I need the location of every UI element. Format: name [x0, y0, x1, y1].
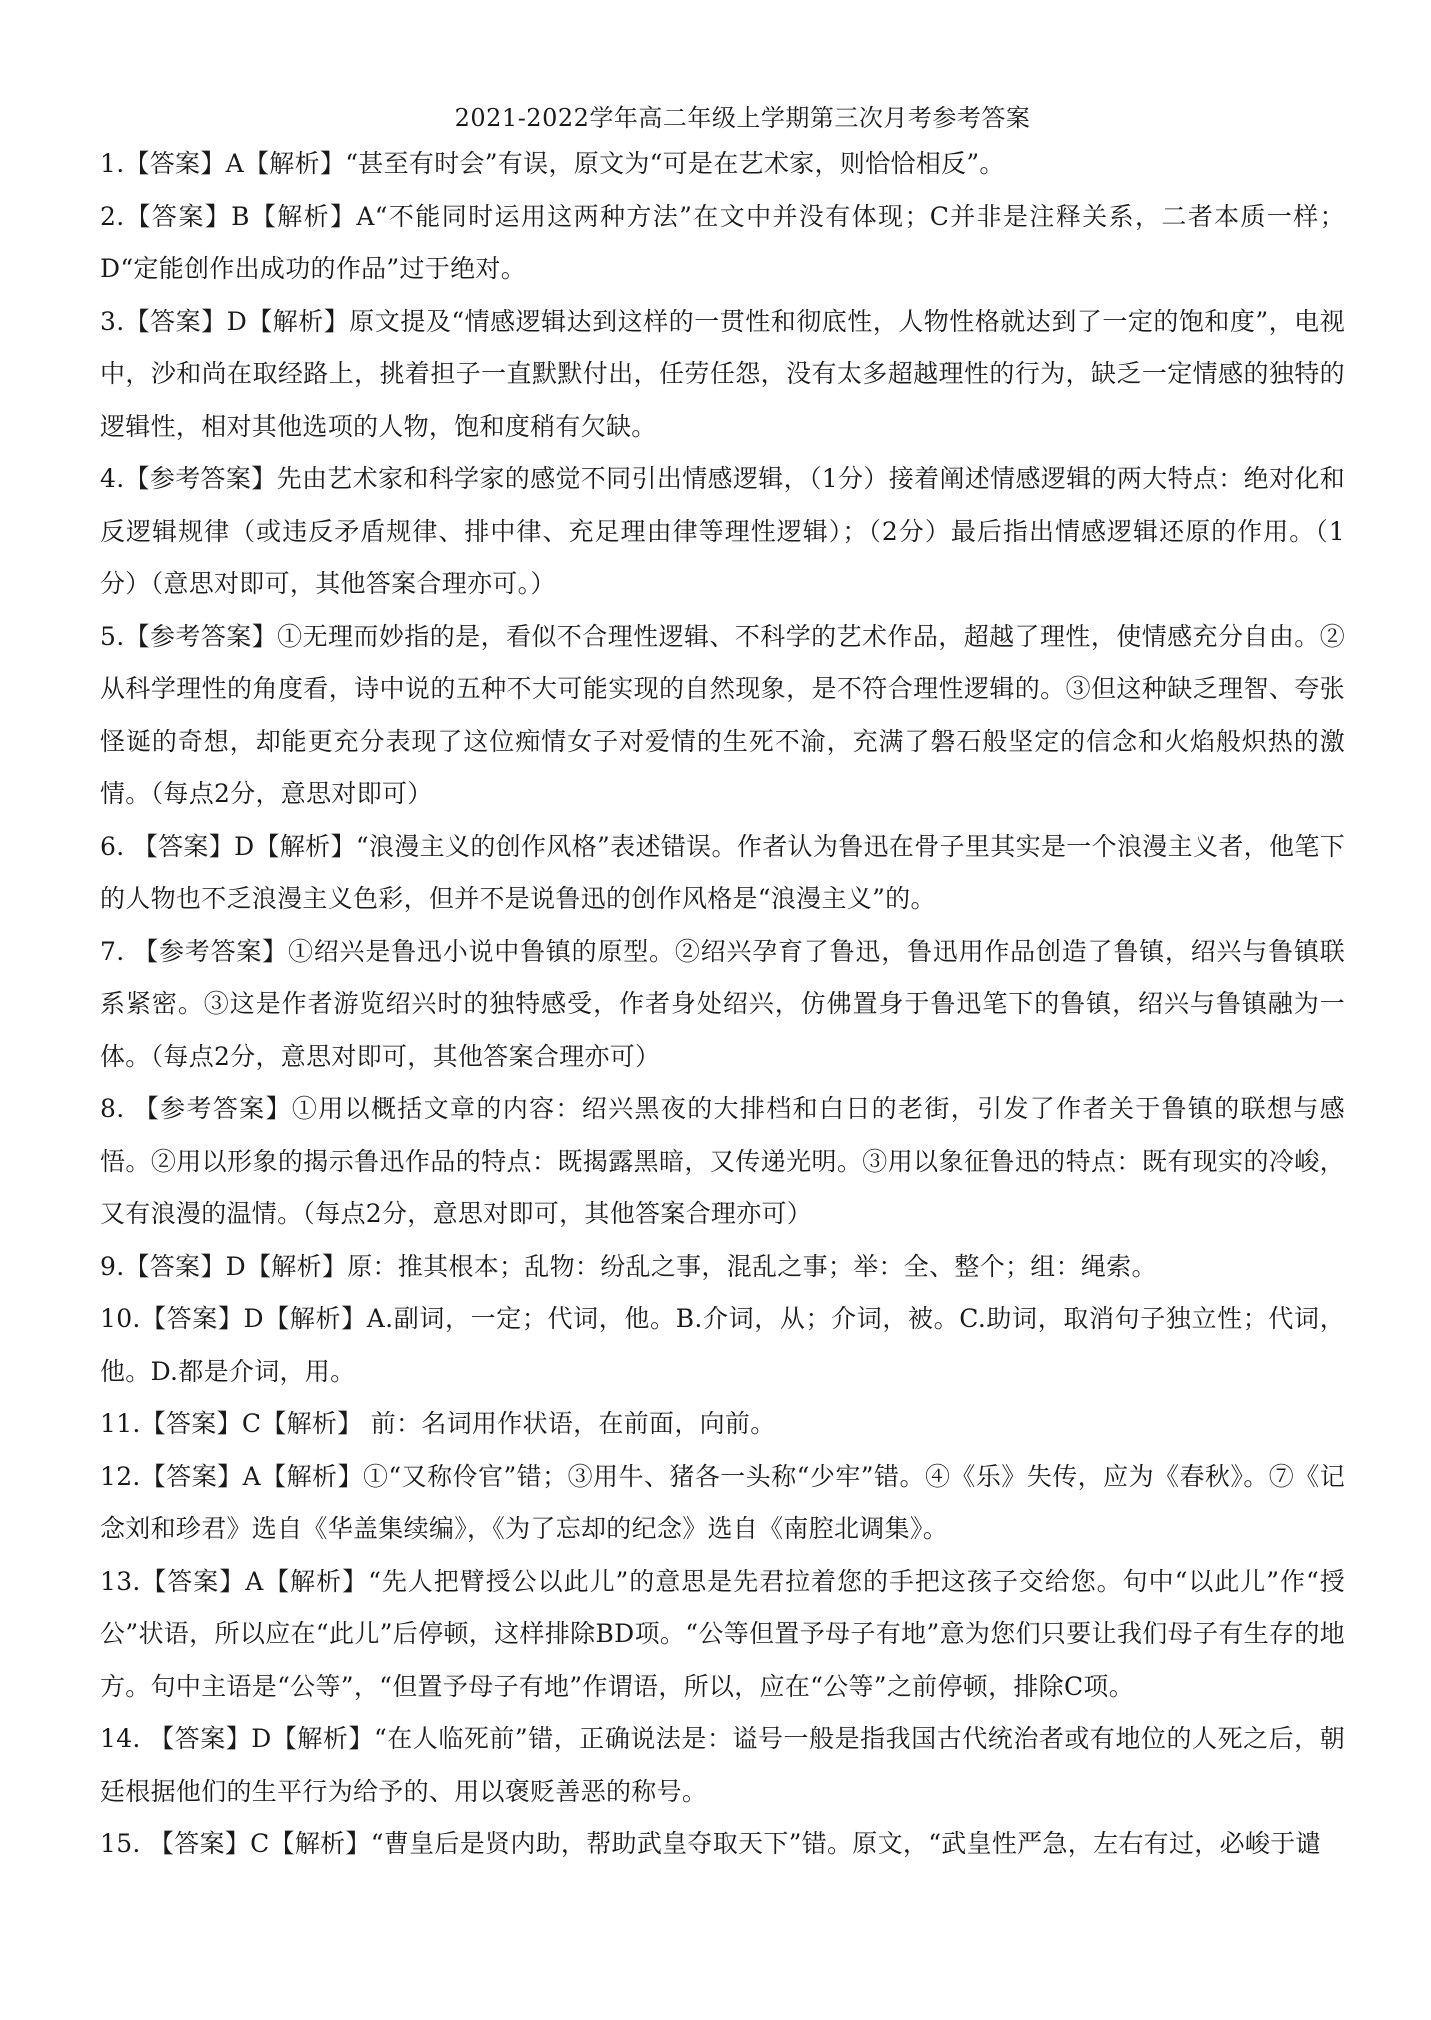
- answer-document: [100, 100, 1345, 1871]
- answer-item-7: 7. 【参考答案】①绍兴是鲁迅小说中鲁镇的原型。②绍兴孕育了鲁迅，鲁迅用作品创造了鲁镇，绍兴与鲁镇联系紧密。③这是作者游览绍兴时的独特感受，作者身处绍兴，仿佛置身于鲁迅笔下的鲁镇，绍兴与鲁镇融为一体。（每点2分，意思对即可，其他答案合理亦可）: [100, 936, 1345, 1071]
- answer-item-5: 5.【参考答案】①无理而妙指的是，看似不合理性逻辑、不科学的艺术作品，超越了理性，使情感充分自由。②从科学理性的角度看，诗中说的五种不大可能实现的自然现象，是不符合理性逻辑的。③但这种缺乏理智、夸张怪诞的奇想，却能更充分表现了这位痴情女子对爱情的生死不渝，充满了磐石般坚定的信念和火焰般炽热的激情。（每点2分，意思对即可）: [100, 621, 1345, 808]
- answer-item-15: 15. 【答案】C【解析】“曹皇后是贤内助，帮助武皇夺取天下”错。原文，“武皇性严急，左右有过，必峻于谴: [100, 1829, 1321, 1858]
- answer-item-2: 2.【答案】B【解析】A“不能同时运用这两种方法”在文中并没有体现；C并非是注释关系，二者本质一样；D“定能创作出成功的作品”过于绝对。: [100, 201, 1345, 283]
- answer-item-10: 10.【答案】D【解析】A.副词，一定；代词，他。B.介词，从；介词，被。C.助词，取消句子独立性；代词，他。D.都是介词，用。: [100, 1304, 1345, 1386]
- answer-item-1: 1.【答案】A【解析】“甚至有时会”有误，原文为“可是在艺术家，则恰恰相反”。: [100, 149, 1005, 178]
- answer-item-6: 6. 【答案】D【解析】“浪漫主义的创作风格”表述错误。作者认为鲁迅在骨子里其实是一个浪漫主义者，他笔下的人物也不乏浪漫主义色彩，但并不是说鲁迅的创作风格是“浪漫主义”的。: [100, 831, 1345, 913]
- answer-item-13: 13.【答案】A【解析】“先人把臂授公以此儿”的意思是先君拉着您的手把这孩子交给您。句中“以此儿”作“授公”状语，所以应在“此儿”后停顿，这样排除BD项。“公等但置予母子有地”意为您们只要让我们母子有生存的地方。句中主语是“公等”，“但置予母子有地”作谓语，所以，应在“公等”之前停顿，排除C项。: [100, 1566, 1345, 1701]
- answer-list: [100, 138, 1345, 1871]
- answer-item-12: 12.【答案】A【解析】①“又称伶官”错；③用牛、猪各一头称“少牢”错。④《乐》失传，应为《春秋》。⑦《记念刘和珍君》选自《华盖集续编》，《为了忘却的纪念》选自《南腔北调集》。: [100, 1461, 1345, 1543]
- answer-item-8: 8. 【参考答案】①用以概括文章的内容：绍兴黑夜的大排档和白日的老街，引发了作者关于鲁镇的联想与感悟。②用以形象的揭示鲁迅作品的特点：既揭露黑暗，又传递光明。③用以象征鲁迅的特点：既有现实的冷峻，又有浪漫的温情。（每点2分，意思对即可，其他答案合理亦可）: [100, 1094, 1345, 1228]
- answer-item-4: 4.【参考答案】先由艺术家和科学家的感觉不同引出情感逻辑，（1分）接着阐述情感逻辑的两大特点：绝对化和反逻辑规律（或违反矛盾规律、排中律、充足理由律等理性逻辑）；（2分）最后指出情感逻辑还原的作用。（1分）（意思对即可，其他答案合理亦可。）: [100, 464, 1345, 598]
- document-title: 2021-2022学年高二年级上学期第三次月考参考答案: [454, 104, 1031, 132]
- answer-item-3: 3.【答案】D【解析】原文提及“情感逻辑达到这样的一贯性和彻底性，人物性格就达到了一定的饱和度”，电视中，沙和尚在取经路上，挑着担子一直默默付出，任劳任怨，没有太多超越理性的行为，缺乏一定情感的独特的逻辑性，相对其他选项的人物，饱和度稍有欠缺。: [100, 306, 1345, 441]
- answer-item-9: 9.【答案】D【解析】原：推其根本；乱物：纷乱之事，混乱之事；举：全、整个；组：绳索。: [100, 1251, 1157, 1281]
- answer-item-14: 14. 【答案】D【解析】“在人临死前”错，正确说法是：谥号一般是指我国古代统治者或有地位的人死之后，朝廷根据他们的生平行为给予的、用以褒贬善恶的称号。: [100, 1724, 1345, 1806]
- answer-item-11: 11.【答案】C【解析】 前：名词用作状语，在前面，向前。: [100, 1409, 776, 1438]
